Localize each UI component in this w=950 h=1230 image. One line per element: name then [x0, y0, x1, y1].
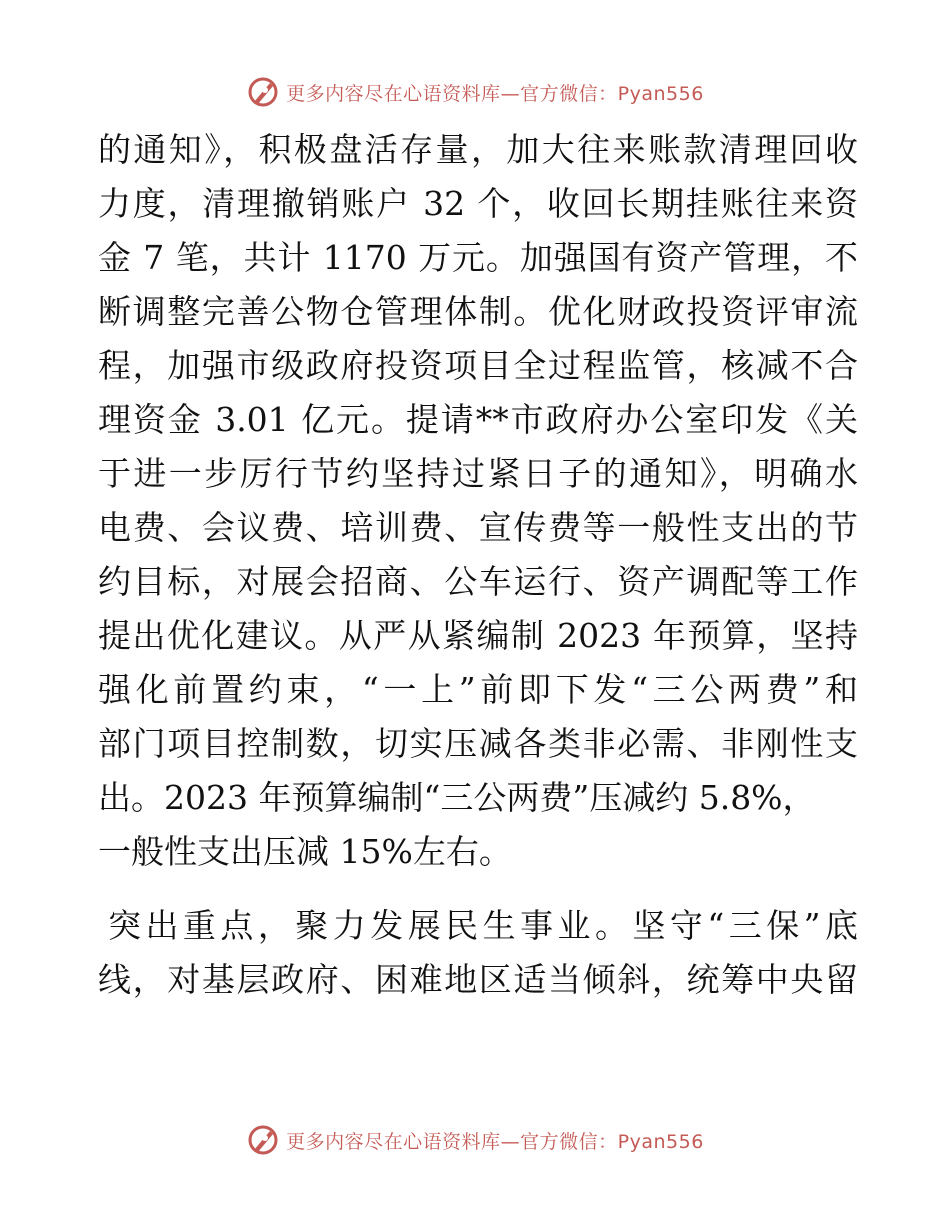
text-line: 程，加强市级政府投资项目全过程监管，核减不合	[98, 346, 858, 385]
text-line: 部门项目控制数，切实压减各类非必需、非刚性支	[98, 724, 858, 763]
text-line: 提出优化建议。从严从紧编制 2023 年预算，坚持	[98, 616, 858, 655]
text-line: 断调整完善公物仓管理体制。优化财政投资评审流	[98, 292, 858, 331]
footer-watermark	[0, 1120, 950, 1160]
text-line: 强化前置约束，“一上”前即下发“三公两费”和	[98, 670, 858, 709]
text-line: 突出重点，聚力发展民生事业。坚守“三保”底	[108, 906, 858, 945]
paragraph	[98, 123, 858, 879]
text-line: 理资金 3.01 亿元。提请**市政府办公室印发《关	[98, 400, 858, 439]
watermark-text: 更多内容尽在心语资料库—官方微信：Pyan556	[286, 1130, 704, 1153]
text-line: 于进一步厉行节约坚持过紧日子的通知》，明确水	[98, 454, 858, 493]
text-line: 约目标，对展会招商、公车运行、资产调配等工作	[98, 562, 858, 601]
document-body	[98, 123, 858, 1007]
text-line: 力度，清理撤销账户 32 个，收回长期挂账往来资	[98, 184, 858, 223]
pen-circle-logo-icon	[246, 75, 280, 109]
header-watermark	[0, 72, 950, 112]
text-line: 一般性支出压减 15%左右。	[98, 832, 512, 871]
text-line: 金 7 笔，共计 1170 万元。加强国有资产管理，不	[98, 238, 858, 277]
text-line: 出。2023 年预算编制“三公两费”压减约 5.8%，	[98, 778, 816, 817]
text-line: 线，对基层政府、困难地区适当倾斜，统筹中央留	[98, 960, 858, 999]
pen-circle-logo-icon	[246, 1123, 280, 1157]
paragraph-spacer	[98, 879, 858, 899]
watermark-text: 更多内容尽在心语资料库—官方微信：Pyan556	[286, 82, 704, 105]
paragraph	[98, 899, 858, 1007]
text-line: 电费、会议费、培训费、宣传费等一般性支出的节	[98, 508, 858, 547]
text-line: 的通知》，积极盘活存量，加大往来账款清理回收	[98, 130, 858, 169]
